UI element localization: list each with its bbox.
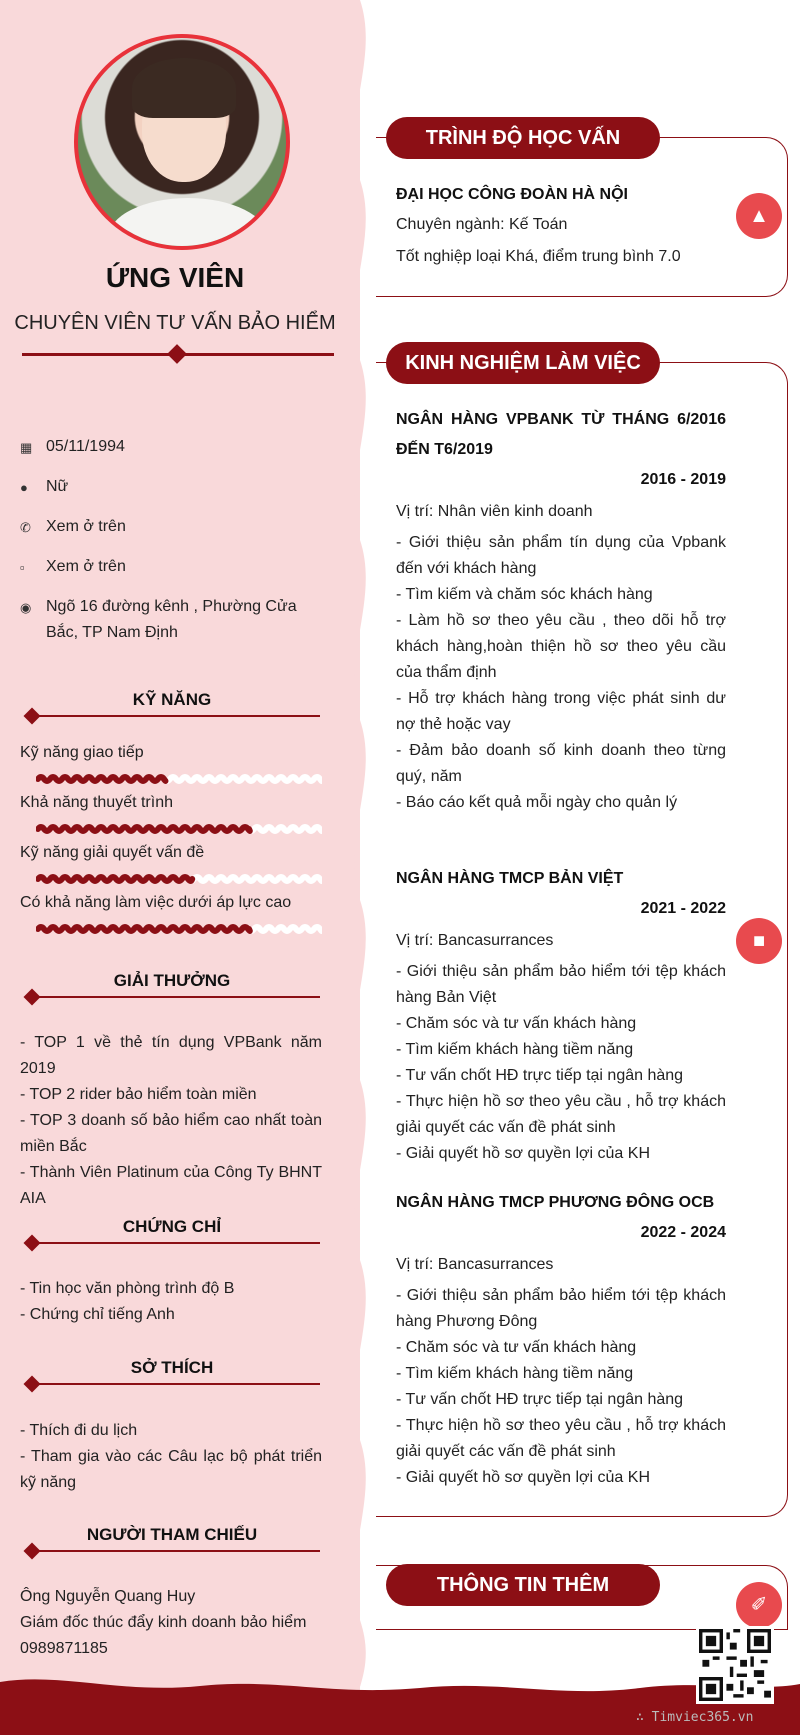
skill-bar xyxy=(36,872,322,886)
duty-item: - Hỗ trợ khách hàng trong việc phát sinh dư nợ thẻ hoặc vay xyxy=(396,690,726,733)
email-icon: ▫ xyxy=(20,560,25,575)
duty-item: - Giới thiệu sản phẩm bảo hiểm tới tệp khách hàng Phương Đông xyxy=(396,1287,726,1330)
skill-fill xyxy=(38,927,250,931)
certificate-item: - Chứng chỉ tiếng Anh xyxy=(20,1306,175,1323)
duty-item: - Giải quyết hồ sơ quyền lợi của KH xyxy=(396,1145,650,1162)
job-title: CHUYÊN VIÊN TƯ VẤN BẢO HIỂM xyxy=(14,312,336,334)
job-position: Vị trí: Bancasurrances xyxy=(396,932,554,949)
education-title: TRÌNH ĐỘ HỌC VẤN xyxy=(386,117,660,159)
job-duties xyxy=(396,959,726,1167)
phone-row xyxy=(20,514,330,541)
job-duties xyxy=(396,1283,726,1491)
duty-item: - Chăm sóc và tư vấn khách hàng xyxy=(396,1015,637,1032)
hobbies-list xyxy=(20,1418,322,1496)
job-entry xyxy=(396,864,726,1167)
job-entry xyxy=(396,1188,726,1491)
brand-watermark: ∴ Timviec365.vn xyxy=(636,1710,754,1725)
email-row xyxy=(20,554,330,581)
sidebar-wave-edge xyxy=(340,0,380,1735)
skill-fill xyxy=(38,777,165,781)
phone-value: Xem ở trên xyxy=(46,518,126,535)
duty-item: - Chăm sóc và tư vấn khách hàng xyxy=(396,1339,637,1356)
duty-item: - Tìm kiếm khách hàng tiềm năng xyxy=(396,1365,634,1382)
awards-list xyxy=(20,1030,322,1212)
duty-item: - Thực hiện hồ sơ theo yêu cầu , hỗ trợ khách giải quyết các vấn đề phát sinh xyxy=(396,1417,726,1460)
duty-item: - Báo cáo kết quả mỗi ngày cho quản lý xyxy=(396,794,678,811)
gender-value: Nữ xyxy=(46,478,69,495)
job-position: Vị trí: Nhân viên kinh doanh xyxy=(396,503,593,520)
award-item: - TOP 1 về thẻ tín dụng VPBank năm 2019 xyxy=(20,1034,322,1077)
user-icon: ● xyxy=(20,480,28,495)
awards-heading xyxy=(24,971,320,993)
job-company: NGÂN HÀNG VPBANK TỪ THÁNG 6/2016 ĐẾN T6/2019 xyxy=(396,411,726,458)
skill-label: Kỹ năng giao tiếp xyxy=(20,744,144,761)
location-icon: ◉ xyxy=(20,600,32,615)
skill-label: Có khả năng làm việc dưới áp lực cao xyxy=(20,894,292,911)
skill-bar xyxy=(36,772,322,786)
address-value: Ngõ 16 đường kênh , Phường Cửa Bắc, TP Nam Định xyxy=(46,598,297,641)
skills-heading xyxy=(24,690,320,712)
duty-item: - Giới thiệu sản phẩm bảo hiểm tới tệp khách hàng Bản Việt xyxy=(396,963,726,1006)
experience-title: KINH NGHIỆM LÀM VIỆC xyxy=(386,342,660,384)
award-item: - TOP 2 rider bảo hiểm toàn miền xyxy=(20,1086,257,1103)
major: Chuyên ngành: Kế Toán xyxy=(396,216,568,233)
duty-item: - Thực hiện hồ sơ theo yêu cầu , hỗ trợ khách giải quyết các vấn đề phát sinh xyxy=(396,1093,726,1136)
birthday-row xyxy=(20,434,330,461)
duty-item: - Tìm kiếm và chăm sóc khách hàng xyxy=(396,586,653,603)
hobbies-title: SỞ THÍCH xyxy=(130,1358,214,1377)
references-list xyxy=(20,1584,322,1662)
certificates-list xyxy=(20,1276,322,1328)
more-info-title: THÔNG TIN THÊM xyxy=(386,1564,660,1606)
duty-item: - Tư vấn chốt HĐ trực tiếp tại ngân hàng xyxy=(396,1067,684,1084)
skill-label: Khả năng thuyết trình xyxy=(20,794,173,811)
certificate-item: - Tin học văn phòng trình độ B xyxy=(20,1280,235,1297)
skill-fill xyxy=(38,827,250,831)
brush-icon: ✐ xyxy=(736,1582,782,1628)
job-years: 2022 - 2024 xyxy=(640,1224,726,1241)
duty-item: - Giải quyết hồ sơ quyền lợi của KH xyxy=(396,1469,650,1486)
address-row xyxy=(20,594,330,646)
calendar-icon: ▦ xyxy=(20,440,33,455)
job-company: NGÂN HÀNG TMCP BẢN VIỆT xyxy=(396,870,624,887)
reference-role: Giám đốc thúc đẩy kinh doanh bảo hiểm xyxy=(20,1614,307,1631)
avatar xyxy=(74,34,290,250)
job-years: 2021 - 2022 xyxy=(640,900,726,917)
job-entry xyxy=(396,405,726,816)
email-value: Xem ở trên xyxy=(46,558,126,575)
gender-row xyxy=(20,474,330,501)
skill-bar xyxy=(36,822,322,836)
briefcase-icon: ■ xyxy=(736,918,782,964)
brand-name: Timviec365.vn xyxy=(651,1710,754,1725)
award-item: - TOP 3 doanh số bảo hiểm cao nhất toàn miền Bắc xyxy=(20,1112,322,1155)
graduation-cap-icon: ▲ xyxy=(736,193,782,239)
graduation-result: Tốt nghiệp loại Khá, điểm trung bình 7.0 xyxy=(396,248,681,265)
skill-label: Kỹ năng giải quyết vấn đề xyxy=(20,844,205,861)
hobby-item: - Tham gia vào các Câu lạc bộ phát triển kỹ năng xyxy=(20,1448,322,1491)
reference-phone: 0989871185 xyxy=(20,1640,108,1657)
footer-wave xyxy=(0,1672,800,1735)
award-item: - Thành Viên Platinum của Công Ty BHNT AIA xyxy=(20,1164,322,1207)
skill-fill xyxy=(38,877,192,881)
duty-item: - Làm hồ sơ theo yêu cầu , theo dõi hỗ trợ khách hàng,hoàn thiện hồ sơ theo yêu cầu của thẩm định xyxy=(396,612,726,681)
skills-title: KỸ NĂNG xyxy=(132,690,212,709)
job-duties xyxy=(396,530,726,816)
phone-icon: ✆ xyxy=(20,520,31,535)
candidate-name: ỨNG VIÊN xyxy=(105,262,245,293)
hobbies-heading xyxy=(24,1358,320,1380)
job-years: 2016 - 2019 xyxy=(640,471,726,488)
duty-item: - Giới thiệu sản phẩm tín dụng của Vpbank đến với khách hàng xyxy=(396,534,726,577)
reference-name: Ông Nguyễn Quang Huy xyxy=(20,1588,196,1605)
duty-item: - Tư vấn chốt HĐ trực tiếp tại ngân hàng xyxy=(396,1391,684,1408)
certificates-title: CHỨNG CHỈ xyxy=(122,1217,222,1236)
school-name: ĐẠI HỌC CÔNG ĐOÀN HÀ NỘI xyxy=(396,186,628,203)
job-position: Vị trí: Bancasurrances xyxy=(396,1256,554,1273)
birthday-value: 05/11/1994 xyxy=(46,438,125,455)
hobby-item: - Thích đi du lịch xyxy=(20,1422,138,1439)
title-divider xyxy=(22,353,334,356)
references-title: NGƯỜI THAM CHIẾU xyxy=(86,1525,258,1544)
job-company: NGÂN HÀNG TMCP PHƯƠNG ĐÔNG OCB xyxy=(396,1194,715,1211)
certificates-heading xyxy=(24,1217,320,1239)
awards-title: GIẢI THƯỞNG xyxy=(113,971,231,990)
duty-item: - Đảm bảo doanh số kinh doanh theo từng quý, năm xyxy=(396,742,726,785)
duty-item: - Tìm kiếm khách hàng tiềm năng xyxy=(396,1041,634,1058)
education-block xyxy=(396,180,726,270)
qr-code-icon xyxy=(696,1626,774,1704)
skill-bar xyxy=(36,922,322,936)
references-heading xyxy=(24,1525,320,1547)
